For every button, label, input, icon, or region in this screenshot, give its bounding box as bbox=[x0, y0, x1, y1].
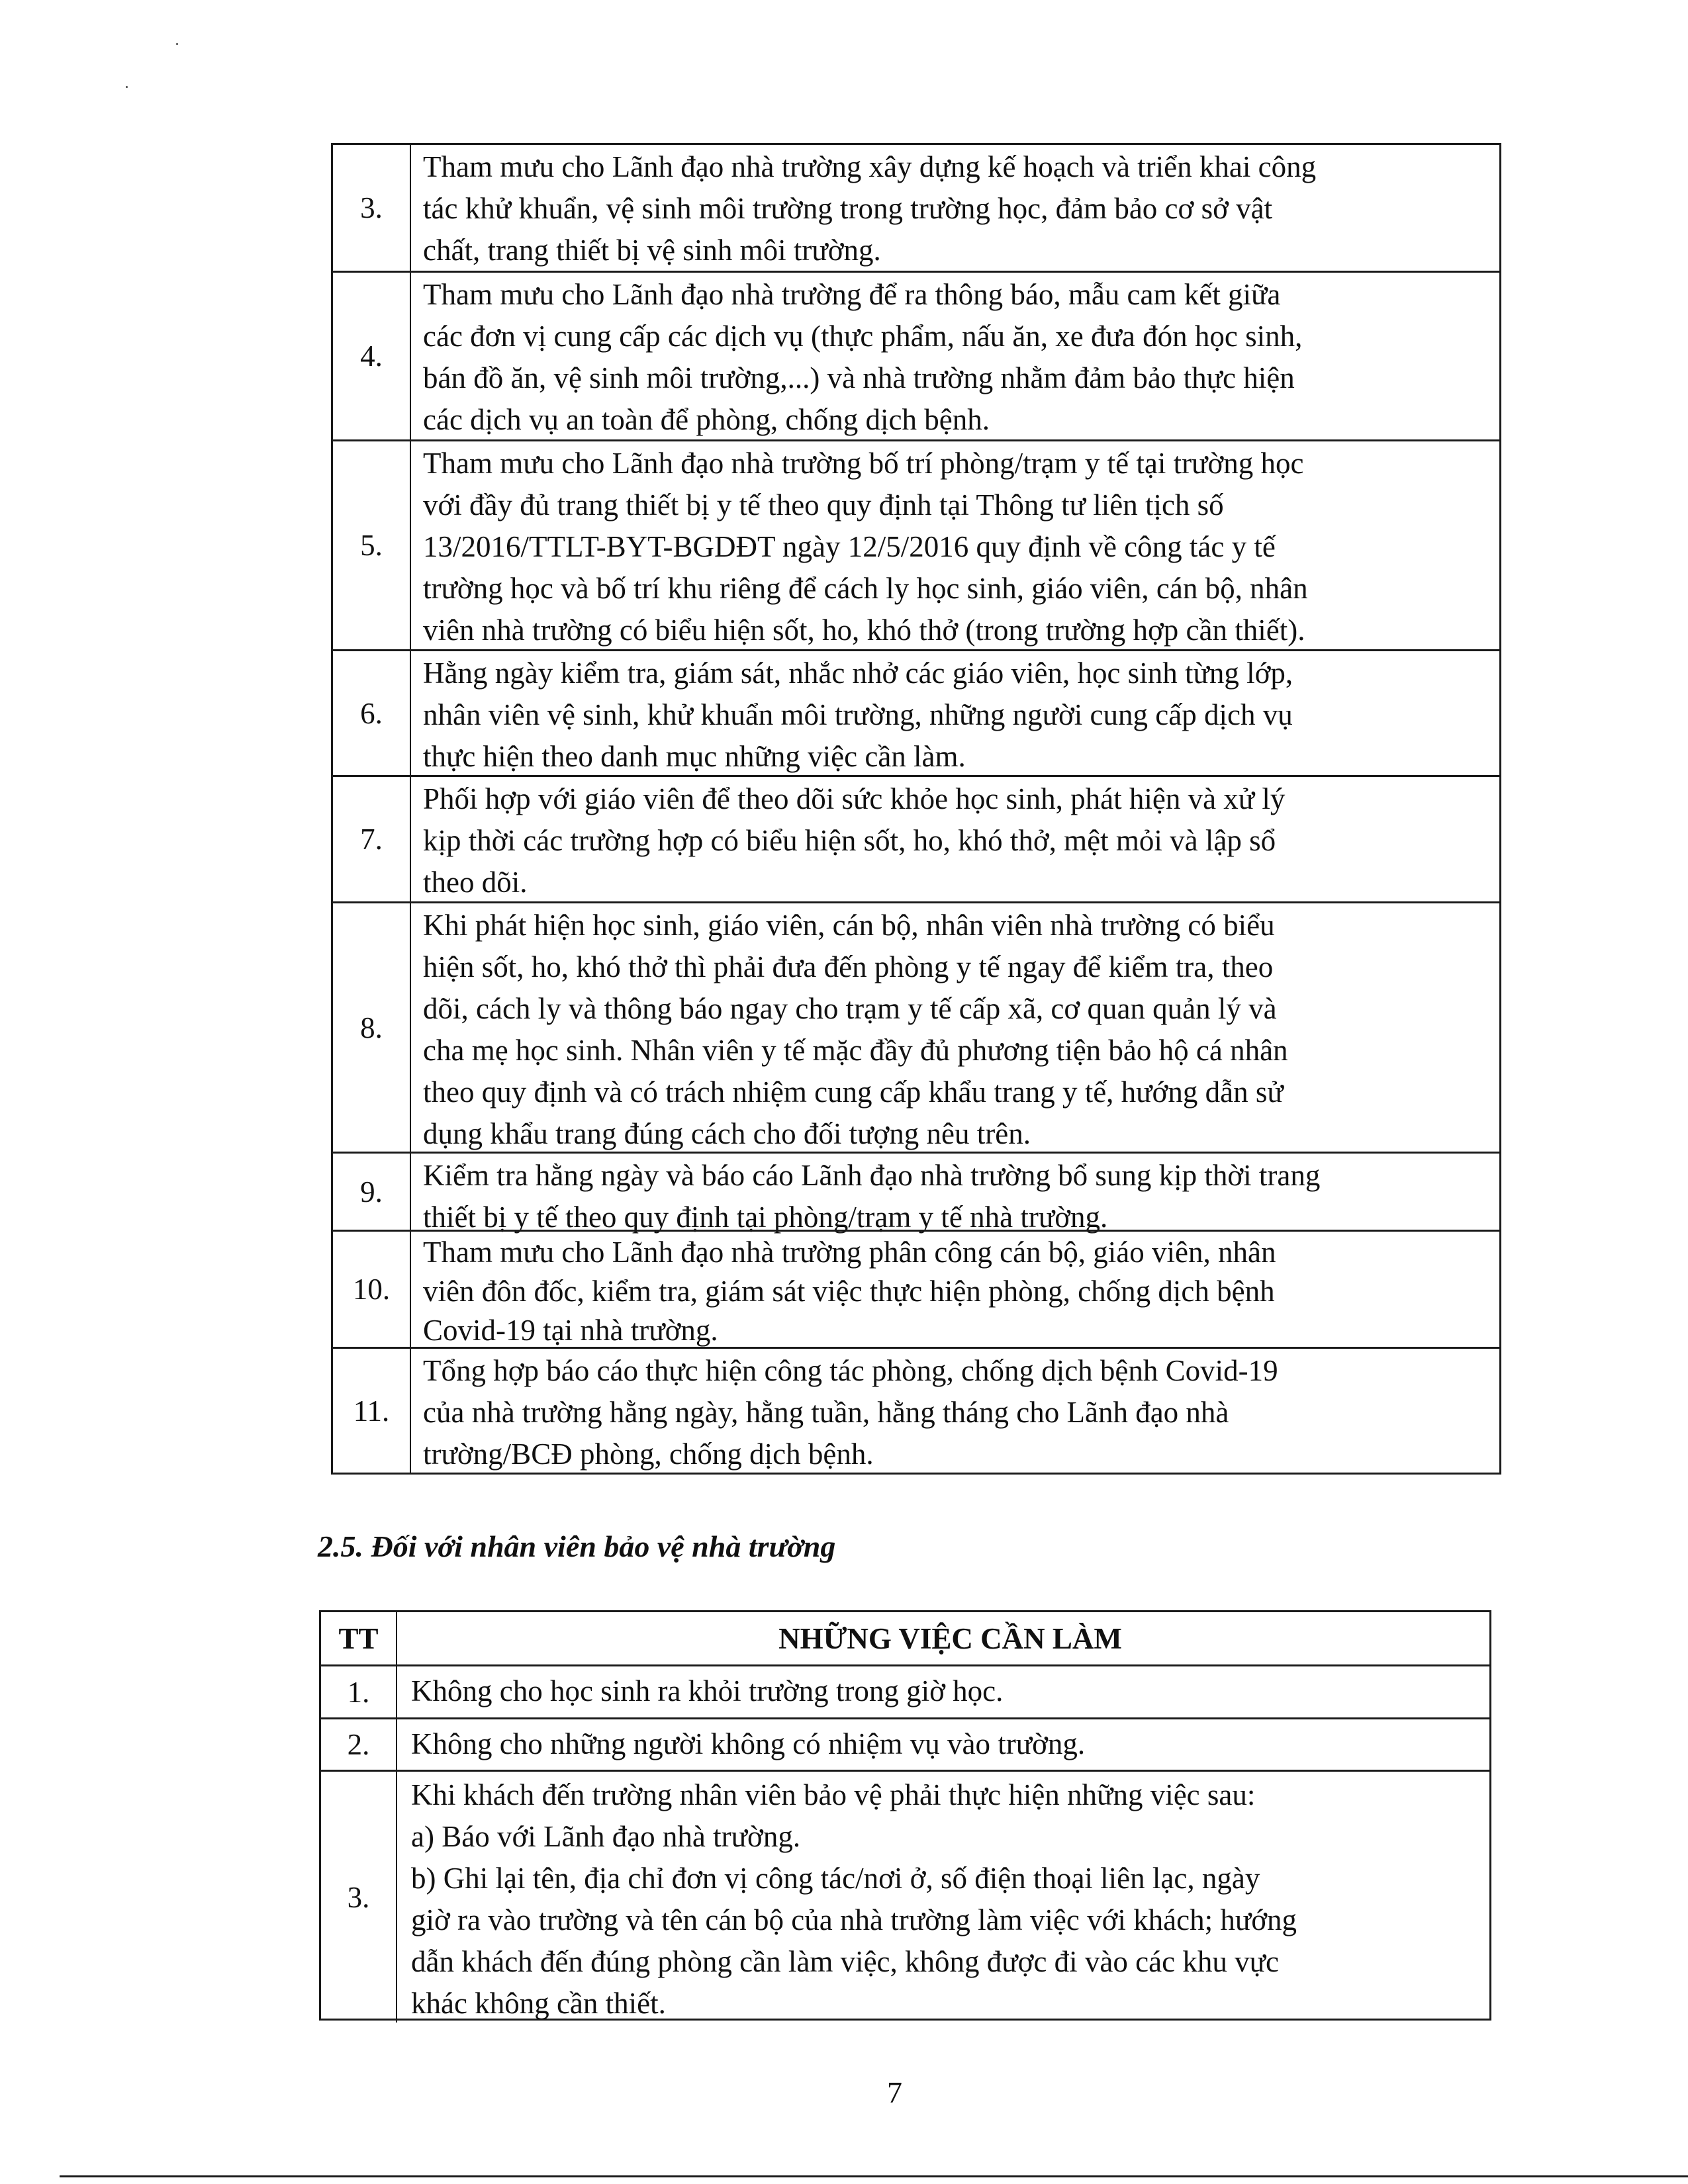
text-line: viên nhà trường có biểu hiện sốt, ho, khó thở (trong trường hợp cần thiết). bbox=[423, 614, 1305, 647]
text-line: hiện sốt, ho, khó thở thì phải đưa đến phòng y tế ngay để kiểm tra, theo bbox=[423, 950, 1274, 983]
footer-rule bbox=[60, 2175, 1688, 2177]
table-row bbox=[321, 1664, 1489, 1717]
text-line: Tham mưu cho Lãnh đạo nhà trường xây dựng kế hoạch và triển khai công bbox=[423, 150, 1317, 183]
row-number: 3. bbox=[321, 1772, 397, 2023]
row-text bbox=[411, 1666, 1480, 1717]
row-number: 8. bbox=[333, 903, 411, 1152]
text-line: theo quy định và có trách nhiệm cung cấp khẩu trang y tế, hướng dẫn sử bbox=[423, 1075, 1284, 1109]
row-text bbox=[423, 1232, 1490, 1347]
text-line: b) Ghi lại tên, địa chỉ đơn vị công tác/nơi ở, số điện thoại liên lạc, ngày bbox=[411, 1862, 1260, 1895]
page-number: 7 bbox=[887, 2075, 902, 2109]
row-number: 3. bbox=[333, 145, 411, 271]
text-line: nhân viên vệ sinh, khử khuẩn môi trường, những người cung cấp dịch vụ bbox=[423, 698, 1293, 731]
tasks-table-medical-staff bbox=[331, 143, 1501, 1475]
text-line: chất, trang thiết bị vệ sinh môi trường. bbox=[423, 234, 881, 267]
text-line: trường học và bố trí khu riêng để cách ly học sinh, giáo viên, cán bộ, nhân bbox=[423, 572, 1308, 605]
text-line: Tham mưu cho Lãnh đạo nhà trường để ra thông báo, mẫu cam kết giữa bbox=[423, 278, 1281, 311]
table-row bbox=[333, 439, 1499, 649]
text-line: dõi, cách ly và thông báo ngay cho trạm y tế cấp xã, cơ quan quản lý và bbox=[423, 992, 1277, 1025]
row-number: 2. bbox=[321, 1719, 397, 1770]
table-row bbox=[321, 1770, 1489, 2023]
text-line: thực hiện theo danh mục những việc cần làm. bbox=[423, 740, 966, 773]
table-row bbox=[333, 1230, 1499, 1347]
row-text bbox=[423, 1349, 1490, 1473]
text-line: bán đồ ăn, vệ sinh môi trường,...) và nhà trường nhằm đảm bảo thực hiện bbox=[423, 361, 1295, 394]
table-row bbox=[333, 271, 1499, 439]
table-row bbox=[321, 1717, 1489, 1770]
row-text bbox=[423, 1154, 1490, 1234]
scan-speck bbox=[126, 86, 128, 88]
text-line: khác không cần thiết. bbox=[411, 1987, 666, 2020]
text-line: Không cho những người không có nhiệm vụ vào trường. bbox=[411, 1727, 1086, 1760]
text-line: Hằng ngày kiểm tra, giám sát, nhắc nhở các giáo viên, học sinh từng lớp, bbox=[423, 657, 1293, 690]
header-tt: TT bbox=[321, 1612, 397, 1664]
text-line: viên đôn đốc, kiểm tra, giám sát việc thực hiện phòng, chống dịch bệnh bbox=[423, 1275, 1275, 1308]
text-line: các dịch vụ an toàn để phòng, chống dịch bệnh. bbox=[423, 403, 990, 436]
row-text bbox=[423, 441, 1490, 649]
row-text bbox=[423, 777, 1490, 901]
text-line: Kiểm tra hằng ngày và báo cáo Lãnh đạo nhà trường bổ sung kịp thời trang bbox=[423, 1159, 1321, 1192]
row-number: 9. bbox=[333, 1154, 411, 1230]
text-line: của nhà trường hằng ngày, hằng tuần, hằng tháng cho Lãnh đạo nhà bbox=[423, 1396, 1229, 1429]
text-line: với đầy đủ trang thiết bị y tế theo quy định tại Thông tư liên tịch số bbox=[423, 488, 1224, 522]
row-number: 6. bbox=[333, 651, 411, 775]
text-line: trường/BCĐ phòng, chống dịch bệnh. bbox=[423, 1437, 874, 1471]
text-line: cha mẹ học sinh. Nhân viên y tế mặc đầy đủ phương tiện bảo hộ cá nhân bbox=[423, 1034, 1288, 1067]
row-text bbox=[423, 273, 1490, 439]
text-line: Covid-19 tại nhà trường. bbox=[423, 1314, 718, 1347]
row-number: 4. bbox=[333, 273, 411, 439]
text-line: Tổng hợp báo cáo thực hiện công tác phòng, chống dịch bệnh Covid-19 bbox=[423, 1354, 1278, 1387]
table-row bbox=[333, 649, 1499, 775]
tasks-table-security-staff bbox=[319, 1610, 1491, 2021]
text-line: tác khử khuẩn, vệ sinh môi trường trong trường học, đảm bảo cơ sở vật bbox=[423, 192, 1273, 225]
table-row bbox=[333, 1347, 1499, 1473]
text-line: 13/2016/TTLT-BYT-BGDĐT ngày 12/5/2016 quy định về công tác y tế bbox=[423, 530, 1276, 563]
text-line: các đơn vị cung cấp các dịch vụ (thực phẩm, nấu ăn, xe đưa đón học sinh, bbox=[423, 320, 1303, 353]
row-text bbox=[423, 651, 1490, 775]
table-row bbox=[333, 775, 1499, 901]
row-text bbox=[411, 1772, 1480, 2023]
row-number: 11. bbox=[333, 1349, 411, 1473]
text-line: Không cho học sinh ra khỏi trường trong giờ học. bbox=[411, 1674, 1004, 1707]
header-tasks: NHỮNG VIỆC CẦN LÀM bbox=[778, 1622, 1122, 1655]
text-line: dẫn khách đến đúng phòng cần làm việc, không được đi vào các khu vực bbox=[411, 1945, 1279, 1978]
text-line: Khi khách đến trường nhân viên bảo vệ phải thực hiện những việc sau: bbox=[411, 1778, 1256, 1811]
row-number: 5. bbox=[333, 441, 411, 649]
row-text bbox=[423, 903, 1490, 1152]
row-number: 1. bbox=[321, 1666, 397, 1717]
text-line: a) Báo với Lãnh đạo nhà trường. bbox=[411, 1820, 801, 1853]
row-number: 10. bbox=[333, 1232, 411, 1347]
row-text bbox=[411, 1719, 1480, 1770]
table-header-row bbox=[321, 1612, 1489, 1664]
text-line: Tham mưu cho Lãnh đạo nhà trường phân công cán bộ, giáo viên, nhân bbox=[423, 1236, 1276, 1269]
row-number: 7. bbox=[333, 777, 411, 901]
row-text bbox=[423, 145, 1490, 271]
text-line: thiết bị y tế theo quy định tại phòng/trạm y tế nhà trường. bbox=[423, 1201, 1108, 1234]
section-heading: 2.5. Đối với nhân viên bảo vệ nhà trường bbox=[318, 1529, 836, 1563]
text-line: Phối hợp với giáo viên để theo dõi sức khỏe học sinh, phát hiện và xử lý bbox=[423, 782, 1286, 815]
text-line: giờ ra vào trường và tên cán bộ của nhà trường làm việc với khách; hướng bbox=[411, 1903, 1297, 1936]
table-row bbox=[333, 901, 1499, 1152]
scan-speck bbox=[176, 43, 178, 45]
text-line: dụng khẩu trang đúng cách cho đối tượng nêu trên. bbox=[423, 1117, 1031, 1150]
text-line: theo dõi. bbox=[423, 866, 528, 899]
text-line: Tham mưu cho Lãnh đạo nhà trường bố trí phòng/trạm y tế tại trường học bbox=[423, 447, 1304, 480]
table-row bbox=[333, 145, 1499, 271]
text-line: kịp thời các trường hợp có biểu hiện sốt, ho, khó thở, mệt mỏi và lập sổ bbox=[423, 824, 1276, 857]
text-line: Khi phát hiện học sinh, giáo viên, cán bộ, nhân viên nhà trường có biểu bbox=[423, 909, 1275, 942]
table-row bbox=[333, 1152, 1499, 1234]
